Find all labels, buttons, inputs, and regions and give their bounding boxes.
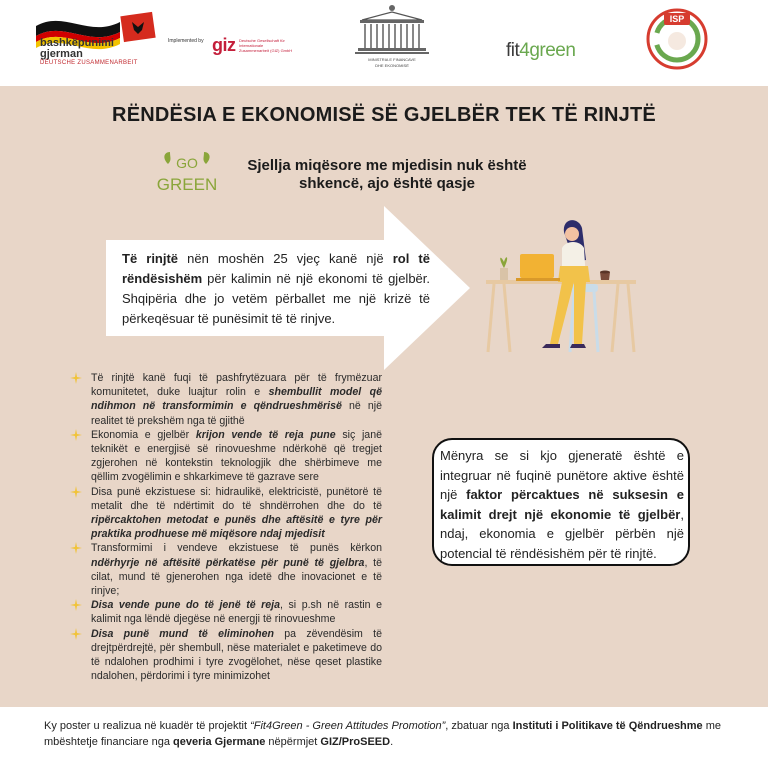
bullet-text: Të rinjtë kanë fuqi të pashfrytëzuara për të frymëzuar komunitetet, duke luajtur rolin e (91, 372, 382, 399)
sparkle-bullet-icon (70, 599, 82, 611)
list-item (70, 428, 382, 485)
bullet-emphasis: ndërhyrje në aftësitë përkatëse për punë të gjelbra (91, 556, 365, 569)
go-green-top: GO (176, 155, 198, 171)
go-green-bottom: GREEN (156, 175, 218, 194)
bullet-emphasis: Disa vende pune do të jenë të reja (91, 599, 281, 612)
ministry-building-logo (352, 4, 432, 56)
list-item (70, 485, 382, 542)
bullet-emphasis: ripërcaktohen metodat e punës dhe aftësitë e tyre për praktika prodhuese më miqësore ndaj mjedisit (91, 514, 382, 541)
sparkle-bullet-icon (70, 486, 82, 498)
fit4green-logo-part2: 4green (519, 40, 576, 61)
cooperation-text-line3: DEUTSCHE ZUSAMMENARBEIT (40, 60, 138, 66)
bullet-list (70, 371, 382, 683)
bullet-emphasis: krijon vende të reja pune (195, 428, 336, 441)
sparkle-bullet-icon (70, 542, 82, 554)
footer-text: nëpërmjet (265, 736, 321, 748)
implemented-by-label: Implemented by (168, 38, 204, 44)
isp-logo-letters: ISP (669, 14, 685, 24)
bullet-text: pa zëvendësim të drejtpërdrejtë, për shembull, nëse materialet e paketimeve do të ndalohen prodhimi i tyre zvogëlohet, nëse qeset plastike ndalohen, përdorimi i tyre minimizohet (91, 627, 383, 683)
fit4green-logo (506, 40, 575, 62)
list-item (70, 627, 382, 684)
bullet-text: Disa punë ekzistuese si: hidraulikë, elektricistë, punëtorë të metalit dhe të ndërtimit do të shndërrohen dhe do të (91, 485, 382, 512)
sparkle-bullet-icon (70, 429, 82, 441)
note-emphasis: faktor përcaktues në suksesin e kalimit drejt një ekonomie të gjelbër (440, 487, 684, 522)
go-green-badge (156, 150, 218, 196)
giz-subtext: Deutsche Gesellschaft für Internationale Zusammenarbeit (GIZ) GmbH (239, 38, 293, 53)
bullet-text: siç janë teknikët e energjisë së rinovueshme ndërkohë që tregjet zgjerohen në kontekstin teknologjik dhe shërbimeve me qëllim zvogëlimin e shkarkimeve të gazrave sere (91, 428, 382, 484)
sparkle-bullet-icon (70, 628, 82, 640)
fit4green-logo-part1: fit (506, 40, 520, 61)
bullet-emphasis: shembullit model që ndihmon në transformimin e qëndrueshmërisë (91, 386, 382, 413)
arrow-callout-text (122, 249, 430, 329)
footer-credits (44, 718, 734, 750)
arrow-text-bold1: Të rinjtë (122, 251, 179, 266)
arrow-text-span1: nën moshën 25 vjeç kanë një (178, 251, 393, 266)
cooperation-text-line1: bashkëpunimi (40, 37, 114, 49)
bullet-text: , të cilat, mund të gjenerohen nga idetë dhe inovacionet e të rinjve; (91, 556, 382, 598)
bullet-text: Transformimi i vendeve ekzistuese të punës kërkon (91, 542, 382, 555)
isp-institute-logo (646, 8, 708, 70)
footer-text: Ky poster u realizua në kuadër të projektit (44, 720, 251, 732)
footer-text: me mbështetje financiare nga (44, 720, 722, 748)
footer-project-name: “Fit4Green - Green Attitudes Promotion” (250, 720, 446, 732)
bullet-text: , si p.sh në rastin e kalimit nga lëndë djegëse në energji të rinovueshme (91, 599, 382, 626)
bullet-text: Ekonomia e gjelbër (91, 428, 196, 441)
note-text-part1: Mënyra se si kjo gjeneratë është e integruar në fuqinë punëtore aktive është një (440, 448, 684, 502)
footer-institute-name: Instituti i Politikave të Qëndrueshme (512, 720, 703, 732)
footer-text: , zbatuar nga (445, 720, 513, 732)
giz-logo: giz (212, 35, 236, 55)
poster-subtitle: Sjellja miqësore me mjedisin nuk është shkencë, ajo është qasje (247, 157, 527, 192)
list-item (70, 371, 382, 428)
list-item (70, 541, 382, 598)
bullet-emphasis: Disa punë mund të eliminohen (91, 627, 274, 640)
footer-program: GIZ/ProSEED (320, 736, 391, 748)
bullet-text: në një realitet të prekshëm nga të gjithë (91, 400, 382, 427)
arrow-text-span2: për kalimin në një ekonomi të gjelbër. Shqipëria dhe jo vetëm përballet me një krizë të përkeqësuar të punësimit të të rinjve. (122, 271, 430, 326)
ministry-name-line1: MINISTRIA E FINANCAVE (368, 57, 416, 62)
ministry-name-line2: DHE EKONOMISË (375, 63, 409, 68)
list-item (70, 598, 382, 626)
sparkle-bullet-icon (70, 372, 82, 384)
woman-at-laptop-illustration (482, 212, 642, 360)
arrow-text-bold2: rol të rëndësishëm (122, 251, 430, 286)
note-text-part2: , ndaj, ekonomia e gjelbër përbën një potencial të rëndësishëm për të rinjtë. (440, 506, 684, 561)
cooperation-text-line2: gjerman (40, 48, 83, 60)
poster-title: RËNDËSIA E EKONOMISË SË GJELBËR TEK TË RINJTË (112, 104, 656, 126)
footer-text: . (390, 736, 394, 748)
note-text (440, 446, 684, 563)
footer-government: qeveria Gjermane (173, 736, 266, 748)
highlight-note-box (432, 438, 690, 566)
